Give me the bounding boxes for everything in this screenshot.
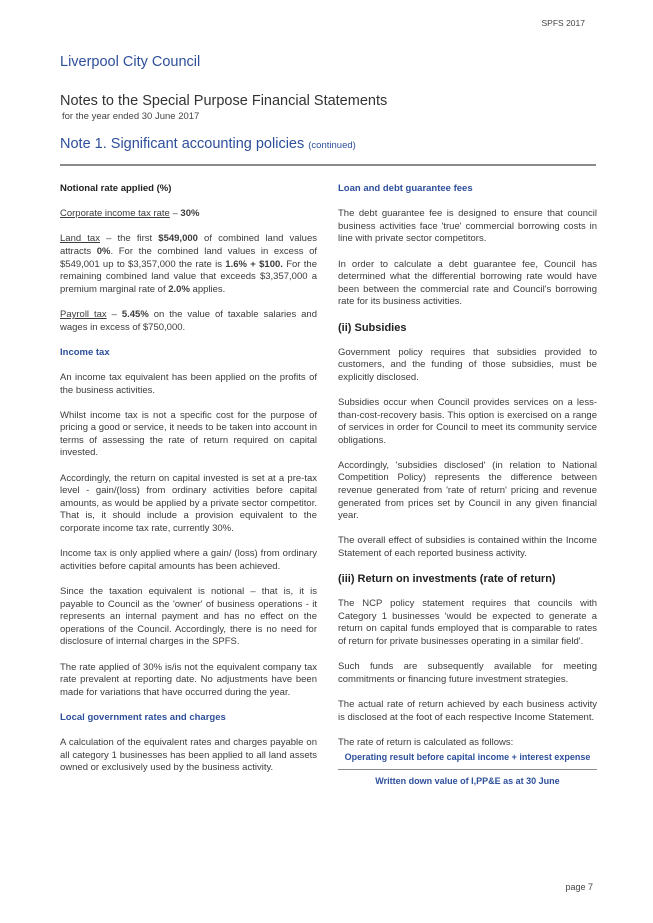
return-on-investments-heading: (iii) Return on investments (rate of return): [338, 573, 556, 586]
local-rates-heading: Local government rates and charges: [60, 711, 226, 723]
corporate-tax-value: 30%: [180, 208, 200, 220]
payroll-tax-label: Payroll tax: [60, 308, 107, 320]
roi-p2: Such funds are subsequently available for meeting commitments or financing future investment strategies.: [338, 661, 597, 685]
page-title: Notes to the Special Purpose Financial Statements: [60, 93, 388, 109]
page-subtitle: for the year ended 30 June 2017: [62, 111, 200, 122]
header-divider: [60, 164, 596, 166]
subsidies-p4: The overall effect of subsidies is contained within the Income Statement of each reported business activity.: [338, 535, 597, 560]
land-tax-label: Land tax: [60, 233, 100, 245]
report-label: SPFS 2017: [541, 18, 585, 28]
loan-fees-p2: In order to calculate a debt guarantee fee, Council has determined what the differential borrowing rate would have been between the commercial rate and Council's borrowing rate for its business activities.: [338, 258, 597, 308]
corporate-tax-sep: –: [169, 208, 181, 220]
formula-numerator: Operating result before capital income + interest expense: [344, 752, 591, 763]
income-tax-p2: Whilst income tax is not a specific cost for the purpose of pricing a good or service, it needs to be taken into account in terms of assessing the rate of return required on capital invested.: [60, 409, 317, 459]
income-tax-p5: Since the taxation equivalent is notional – that is, it is payable to Council as the 'owner' of business operations - it represents an internal payment and has no effect on the operations of the Council. Accordingly, there is no need for disclosure of internal charges in the SPFS.: [60, 586, 317, 648]
corporate-tax-paragraph: [60, 208, 317, 221]
income-tax-heading: Income tax: [60, 346, 110, 358]
payroll-tax-paragraph: [60, 309, 317, 334]
payroll-tax-text-1: –: [106, 308, 122, 320]
subsidies-p1: Government policy requires that subsidies provided to customers, and the funding of those subsidies, must be explicitly disclosed.: [338, 346, 597, 383]
land-tax-text-4: For the remaining combined land value that exceeds $3,357,000 a premium marginal rate of: [60, 258, 317, 295]
land-tax-bold-3: 1.6% + $100.: [225, 258, 283, 270]
loan-fees-heading: Loan and debt guarantee fees: [338, 183, 473, 194]
land-tax-bold-2: 0%: [96, 245, 111, 257]
payroll-tax-text-2: on the value of taxable salaries and wages in excess of $750,000.: [60, 308, 317, 333]
loan-fees-p1: The debt guarantee fee is designed to ensure that council business activities face 'true' commercial borrowing costs in line with private sector competitors.: [338, 208, 597, 245]
income-tax-p1: An income tax equivalent has been applied on the profits of the business activities.: [60, 371, 317, 396]
income-tax-p6: The rate applied of 30% is/is not the equivalent company tax rate prevalent at reporting date. No adjustments have been made for variations that have occurred during the year.: [60, 661, 317, 698]
council-name: Liverpool City Council: [60, 54, 201, 70]
right-column: [338, 183, 597, 788]
land-tax-paragraph: [60, 233, 317, 296]
payroll-tax-bold: 5.45%: [121, 308, 149, 320]
formula-denominator: Written down value of I,PP&E as at 30 June: [375, 775, 560, 786]
land-tax-text-1: – the first: [99, 233, 159, 245]
subsidies-p2: Subsidies occur when Council provides services on a less-than-cost-recovery basis. This option is exercised on a range of services in order for Council to meet its community service obligations.: [338, 396, 597, 446]
land-tax-text-2: of combined land values attracts: [60, 233, 318, 257]
corporate-tax-label: Corporate income tax rate: [60, 208, 170, 220]
land-tax-text-3: . For the combined land values in excess of $549,001 up to $3,357,000 the rate is: [60, 245, 317, 270]
land-tax-bold-1: $549,000: [158, 233, 198, 245]
subsidies-heading: (ii) Subsidies: [338, 321, 407, 334]
note-heading: [60, 136, 356, 152]
land-tax-bold-4: 2.0%: [168, 283, 190, 295]
local-rates-p1: A calculation of the equivalent rates and charges payable on all category 1 businesses has been applied to all land assets owned or exclusively used by the business activity.: [60, 737, 317, 774]
land-tax-text-5: applies.: [189, 283, 226, 295]
notional-rate-heading: Notional rate applied (%): [60, 183, 172, 194]
note-continued: (continued): [308, 140, 356, 151]
note-title: Note 1. Significant accounting policies: [60, 136, 305, 152]
income-tax-p3: Accordingly, the return on capital invested is set at a pre-tax level - gain/(loss) from ordinary activities before capital amounts, as would be applied by a private sector competitor. That is, it should include a provision equivalent to the corporate income tax rate, currently 30%.: [60, 472, 317, 535]
roi-p1: The NCP policy statement requires that councils with Category 1 businesses 'would be expected to generate a return on capital funds employed that is comparable to rates of return for private businesses operating in a similar field'.: [338, 598, 597, 647]
subsidies-p3: Accordingly, 'subsidies disclosed' (in relation to National Competition Policy) represents the difference between revenue generated from 'rate of return' pricing and revenue generated from prices set by Council in any given financial year.: [338, 459, 597, 522]
formula-divider: [338, 769, 597, 770]
income-tax-p4: Income tax is only applied where a gain/ (loss) from ordinary activities before capital amounts has been achieved.: [60, 548, 317, 572]
roi-p4: The rate of return is calculated as follows:: [338, 736, 514, 748]
left-column: [60, 183, 317, 775]
roi-p3: The actual rate of return achieved by each business activity is disclosed at the foot of each respective Income Statement.: [338, 698, 597, 723]
page-number: page 7: [565, 882, 593, 892]
